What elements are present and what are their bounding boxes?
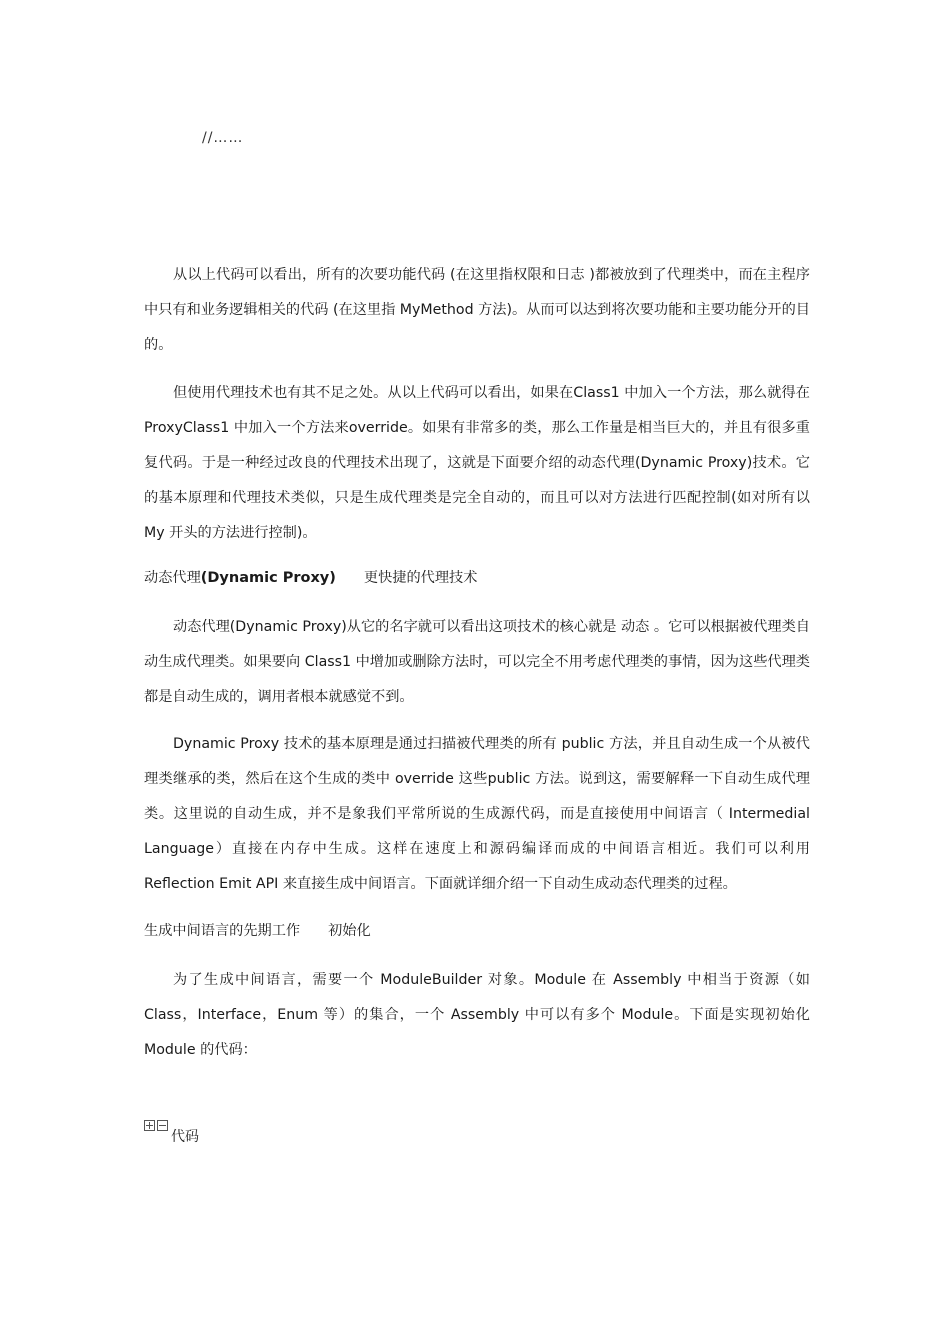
paragraph-module-builder: 为了生成中间语言，需要一个 ModuleBuilder 对象。Module 在 Assembly 中相当于资源（如 Class，Interface，Enum 等）的集合，一个 Assembly 中可以有多个 Module。下面是实现初始化 Module 的代码： — [144, 972, 810, 1058]
minus-box-icon[interactable] — [157, 1120, 168, 1131]
heading-dynamic-proxy-prefix: 动态代理 — [144, 570, 201, 586]
code-block-label: 代码 — [171, 1129, 199, 1145]
paragraph-dynamic-proxy-principle: Dynamic Proxy 技术的基本原理是通过扫描被代理类的所有 public 方法，并且自动生成一个从被代理类继承的类，然后在这个生成的类中 override 这些public 方法。说到这，需要解释一下自动生成代理类。这里说的自动生成，并不是象我们平常所说的生成源代码，而是直接使用中间语言（ Intermedial Language）直接在内存中生成。这样在速度上和源码编译而成的中间语言相近。我们可以利用 Reflection Emit API 来直接生成中间语言。下面就详细介绍一下自动生成动态代理类的过程。 — [144, 736, 810, 892]
paragraph-proxy-drawbacks: 但使用代理技术也有其不足之处。从以上代码可以看出，如果在Class1 中加入一个方法，那么就得在 ProxyClass1 中加入一个方法来override。如果有非常多的类，那么工作量是相当巨大的，并且有很多重复代码。于是一种经过改良的代理技术出现了，这就是下面要介绍的动态代理(Dynamic Proxy)技术。它的基本原理和代理技术类似，只是生成代理类是完全自动的，而且可以对方法进行匹配控制(如对所有以 My 开头的方法进行控制)。 — [144, 385, 810, 541]
heading-dynamic-proxy-bold: (Dynamic Proxy) — [200, 570, 336, 586]
heading-il-preparation-suffix: 初始化 — [328, 923, 371, 939]
plus-box-icon[interactable] — [144, 1120, 155, 1131]
code-block-toggle[interactable] — [144, 1119, 199, 1146]
paragraph-proxy-summary: 从以上代码可以看出，所有的次要功能代码 (在这里指权限和日志 )都被放到了代理类中，而在主程序中只有和业务逻辑相关的代码 (在这里指 MyMethod 方法)。从而可以达到将次要功能和主要功能分开的目的。 — [144, 267, 810, 353]
heading-dynamic-proxy-suffix: 更快捷的代理技术 — [363, 570, 478, 586]
code-comment: //…… — [202, 130, 244, 146]
heading-il-preparation — [144, 921, 371, 941]
paragraph-dynamic-proxy-intro: 动态代理(Dynamic Proxy)从它的名字就可以看出这项技术的核心就是 动态 。它可以根据被代理类自动生成代理类。如果要向 Class1 中增加或删除方法时，可以完全不用考虑代理类的事情，因为这些代理类都是自动生成的，调用者根本就感觉不到。 — [144, 619, 810, 705]
heading-il-preparation-prefix: 生成中间语言的先期工作 — [144, 923, 301, 939]
heading-dynamic-proxy — [144, 568, 477, 588]
